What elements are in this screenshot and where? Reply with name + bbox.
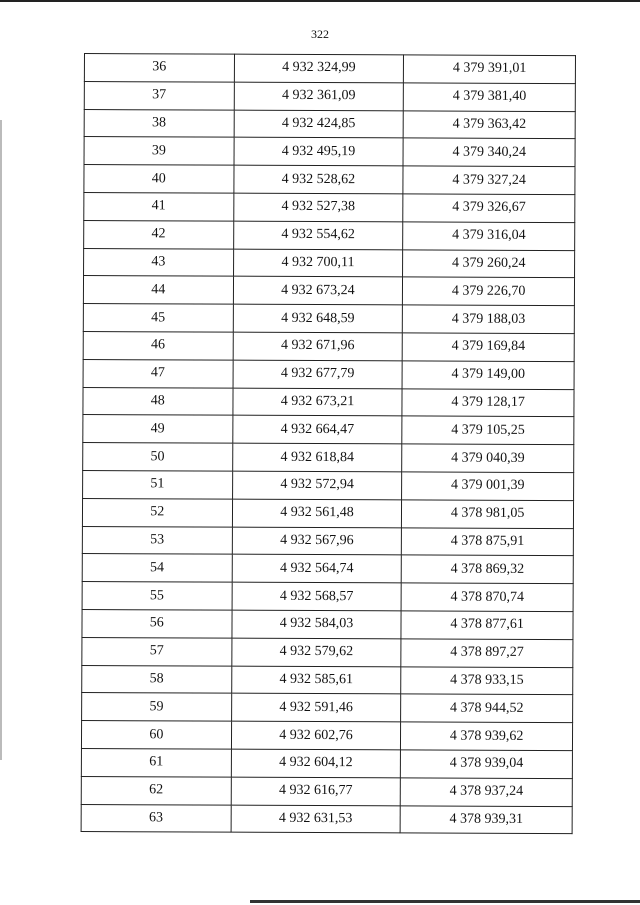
- x-coordinate-cell: 4 932 572,94: [232, 471, 402, 500]
- x-coordinate-cell: 4 932 568,57: [232, 582, 402, 611]
- y-coordinate-cell: 4 379 040,39: [402, 444, 574, 473]
- y-coordinate-cell: 4 379 128,17: [402, 388, 574, 417]
- point-number-cell: 41: [84, 192, 234, 220]
- x-coordinate-cell: 4 932 324,99: [234, 54, 404, 83]
- coordinates-table-body: [81, 54, 575, 834]
- table-row: [83, 387, 574, 417]
- point-number-cell: 60: [81, 721, 231, 749]
- x-coordinate-cell: 4 932 631,53: [231, 805, 401, 834]
- x-coordinate-cell: 4 932 561,48: [232, 499, 402, 528]
- table-row: [84, 109, 575, 139]
- table-row: [82, 609, 573, 639]
- x-coordinate-cell: 4 932 361,09: [234, 82, 404, 111]
- y-coordinate-cell: 4 379 105,25: [402, 416, 574, 445]
- y-coordinate-cell: 4 379 316,04: [403, 222, 575, 251]
- point-number-cell: 51: [83, 470, 233, 498]
- point-number-cell: 56: [82, 609, 232, 637]
- point-number-cell: 40: [84, 165, 234, 193]
- point-number-cell: 49: [83, 415, 233, 443]
- point-number-cell: 63: [81, 804, 231, 832]
- scan-edge-bottom: [250, 900, 640, 903]
- x-coordinate-cell: 4 932 604,12: [231, 749, 401, 778]
- y-coordinate-cell: 4 379 001,39: [402, 472, 574, 501]
- table-row: [83, 359, 574, 389]
- x-coordinate-cell: 4 932 671,96: [233, 332, 403, 361]
- table-row: [83, 276, 574, 306]
- point-number-cell: 57: [82, 637, 232, 665]
- x-coordinate-cell: 4 932 424,85: [234, 110, 404, 139]
- point-number-cell: 52: [82, 498, 232, 526]
- y-coordinate-cell: 4 378 870,74: [401, 583, 573, 612]
- y-coordinate-cell: 4 379 327,24: [403, 166, 575, 195]
- y-coordinate-cell: 4 379 188,03: [403, 305, 575, 334]
- point-number-cell: 38: [84, 109, 234, 137]
- x-coordinate-cell: 4 932 567,96: [232, 527, 402, 556]
- table-row: [84, 54, 575, 84]
- y-coordinate-cell: 4 379 381,40: [404, 83, 576, 112]
- table-row: [81, 748, 572, 778]
- x-coordinate-cell: 4 932 677,79: [233, 360, 403, 389]
- y-coordinate-cell: 4 379 391,01: [404, 55, 576, 84]
- x-coordinate-cell: 4 932 564,74: [232, 554, 402, 583]
- table-row: [83, 331, 574, 361]
- y-coordinate-cell: 4 379 363,42: [403, 110, 575, 139]
- point-number-cell: 58: [82, 665, 232, 693]
- table-row: [84, 137, 575, 167]
- point-number-cell: 59: [82, 693, 232, 721]
- table-row: [81, 804, 572, 834]
- table-row: [82, 665, 573, 695]
- y-coordinate-cell: 4 378 875,91: [402, 527, 574, 556]
- y-coordinate-cell: 4 378 939,62: [401, 722, 573, 751]
- point-number-cell: 53: [82, 526, 232, 554]
- y-coordinate-cell: 4 378 897,27: [401, 639, 573, 668]
- y-coordinate-cell: 4 379 169,84: [402, 333, 574, 362]
- y-coordinate-cell: 4 379 149,00: [402, 361, 574, 390]
- y-coordinate-cell: 4 379 340,24: [403, 138, 575, 167]
- point-number-cell: 43: [84, 248, 234, 276]
- x-coordinate-cell: 4 932 602,76: [231, 721, 401, 750]
- x-coordinate-cell: 4 932 584,03: [232, 610, 402, 639]
- point-number-cell: 47: [83, 359, 233, 387]
- x-coordinate-cell: 4 932 616,77: [231, 777, 401, 806]
- scan-edge-top: [0, 0, 640, 2]
- table-row: [84, 165, 575, 195]
- scan-edge-left: [0, 120, 2, 760]
- point-number-cell: 46: [83, 331, 233, 359]
- table-row: [82, 693, 573, 723]
- point-number-cell: 36: [84, 54, 234, 82]
- point-number-cell: 61: [81, 748, 231, 776]
- table-row: [83, 304, 574, 334]
- y-coordinate-cell: 4 378 937,24: [401, 778, 573, 807]
- table-row: [82, 526, 573, 556]
- x-coordinate-cell: 4 932 673,21: [233, 388, 403, 417]
- table-row: [81, 721, 572, 751]
- point-number-cell: 50: [83, 443, 233, 471]
- point-number-cell: 37: [84, 81, 234, 109]
- y-coordinate-cell: 4 378 939,31: [400, 805, 572, 834]
- x-coordinate-cell: 4 932 528,62: [234, 165, 404, 194]
- x-coordinate-cell: 4 932 579,62: [231, 638, 401, 667]
- x-coordinate-cell: 4 932 648,59: [233, 304, 403, 333]
- point-number-cell: 54: [82, 554, 232, 582]
- y-coordinate-cell: 4 378 939,04: [401, 750, 573, 779]
- point-number-cell: 45: [83, 304, 233, 332]
- table-row: [83, 415, 574, 445]
- x-coordinate-cell: 4 932 585,61: [231, 666, 401, 695]
- table-row: [84, 192, 575, 222]
- x-coordinate-cell: 4 932 495,19: [234, 138, 404, 167]
- table-row: [82, 582, 573, 612]
- table-row: [83, 443, 574, 473]
- x-coordinate-cell: 4 932 618,84: [232, 443, 402, 472]
- table-row: [82, 498, 573, 528]
- y-coordinate-cell: 4 379 326,67: [403, 194, 575, 223]
- point-number-cell: 62: [81, 776, 231, 804]
- point-number-cell: 55: [82, 582, 232, 610]
- y-coordinate-cell: 4 378 944,52: [401, 694, 573, 723]
- x-coordinate-cell: 4 932 673,24: [233, 277, 403, 306]
- y-coordinate-cell: 4 379 260,24: [403, 249, 575, 278]
- y-coordinate-cell: 4 378 933,15: [401, 666, 573, 695]
- point-number-cell: 44: [83, 276, 233, 304]
- y-coordinate-cell: 4 378 869,32: [402, 555, 574, 584]
- point-number-cell: 42: [84, 220, 234, 248]
- table-row: [84, 81, 575, 111]
- x-coordinate-cell: 4 932 527,38: [233, 193, 403, 222]
- table-row: [83, 470, 574, 500]
- table-row: [84, 220, 575, 250]
- table-row: [84, 248, 575, 278]
- table-row: [82, 554, 573, 584]
- x-coordinate-cell: 4 932 591,46: [231, 693, 401, 722]
- point-number-cell: 39: [84, 137, 234, 165]
- table-row: [82, 637, 573, 667]
- page-number: 322: [311, 27, 329, 41]
- y-coordinate-cell: 4 379 226,70: [403, 277, 575, 306]
- x-coordinate-cell: 4 932 700,11: [233, 249, 403, 278]
- y-coordinate-cell: 4 378 877,61: [401, 611, 573, 640]
- point-number-cell: 48: [83, 387, 233, 415]
- y-coordinate-cell: 4 378 981,05: [402, 500, 574, 529]
- x-coordinate-cell: 4 932 554,62: [233, 221, 403, 250]
- table-row: [81, 776, 572, 806]
- coordinates-table: [81, 53, 576, 834]
- x-coordinate-cell: 4 932 664,47: [232, 416, 402, 445]
